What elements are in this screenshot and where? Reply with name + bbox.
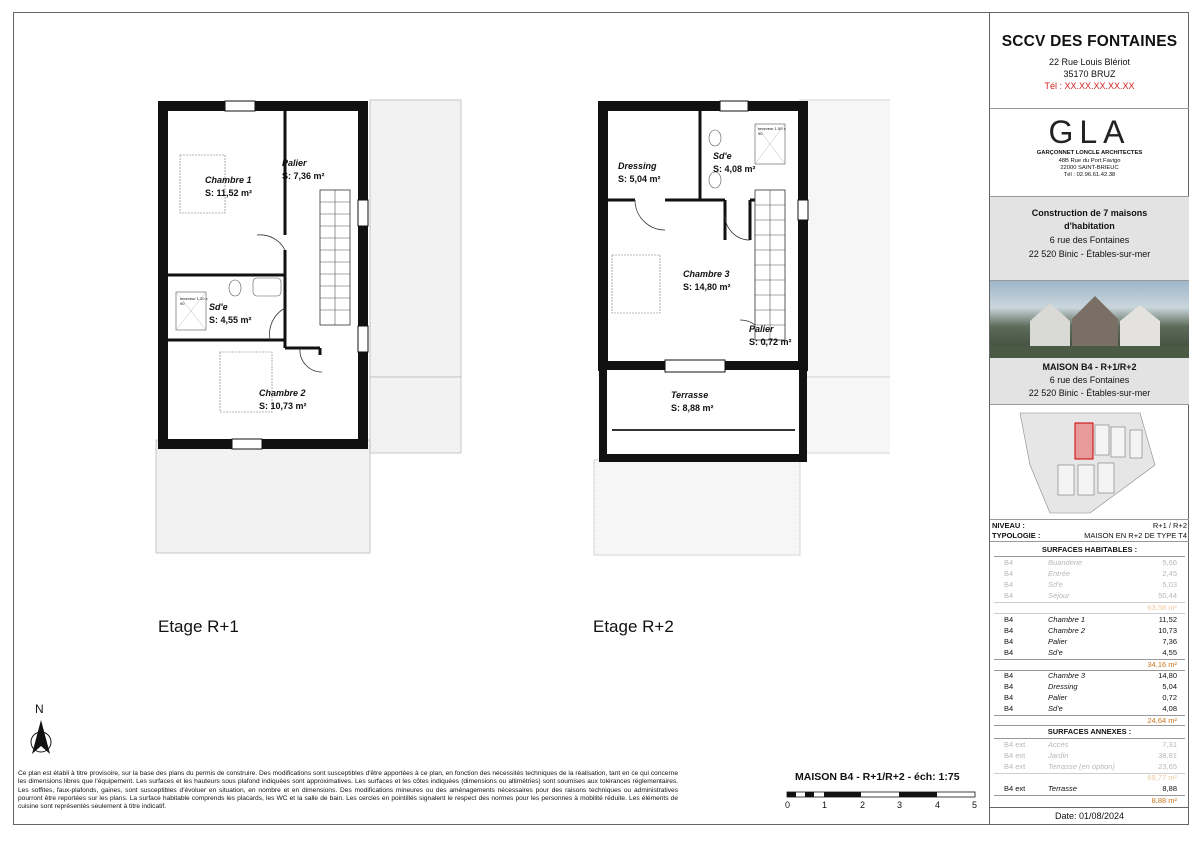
room-chambre1	[205, 174, 252, 200]
window	[358, 200, 368, 226]
plan-label-r2: Etage R+2	[593, 617, 674, 636]
surface-row: B4 Chambre 1 11,52	[1004, 615, 1177, 624]
site-plan-illustration	[990, 405, 1189, 520]
scale-title: MAISON B4 - R+1/R+2 - éch: 1:75	[795, 771, 960, 783]
door-swing	[257, 235, 285, 250]
room-area: S: 0,72 m²	[749, 337, 792, 347]
surfaces-annexes-title: SURFACES ANNEXES :	[1047, 727, 1132, 736]
disclaimer: Ce plan est établi à titre provisoire, sur la base des plans du permis de construire. Des modifications sont susceptibles d'être apportées à ce plan, en fonction des nécessités techniques de la réalisation, tant en ce qui concerne les dimensions libres que l'équipement. Les surfaces et les hauteurs sous plafond indiquées sont approximatives. Les surfaces et les côtes indiquées (dimensions ou altimétries) sont soumises aux tolérances réglementaires. Les soffites, faux-plafonds, gaines, sont susceptibles d'évoluer en situation, en nombre et en dimensions. Des modifications mineures ou des aménagements nécessaires pour des raisons techniques ou administratives pourront être reportées sur les plans. La surface habitable comprends les placards, les WC et la salle de bain. Les cercles en pointillés signalent le respect des normes pour les personnes à mobilité réduite. Les éléments de cuisine sont représentés seulement à titre indicatif.	[18, 770, 678, 811]
room-name: Dressing	[618, 161, 657, 171]
surface-row: B4 Sd'e 5,03	[1004, 580, 1177, 589]
date: Date: 01/08/2024	[990, 807, 1189, 825]
total-annexes-r2: 8,88 m²	[1151, 796, 1177, 805]
room-area: S: 8,88 m²	[671, 403, 714, 413]
company-block	[990, 12, 1189, 109]
toilet	[229, 280, 241, 296]
room-area: S: 14,80 m²	[683, 282, 731, 292]
project-address-1: 6 rue des Fontaines	[1049, 235, 1130, 245]
architect-name: GARÇONNET LONCLE ARCHITECTES	[1036, 150, 1143, 156]
lower-terrace-outline-2	[800, 377, 890, 453]
surface-row: B4 Sd'e 4,08	[1004, 704, 1177, 713]
title-block	[989, 12, 1189, 825]
project-title-1: Construction de 7 maisons	[1031, 208, 1148, 218]
total-rdc: 63,58 m²	[1147, 603, 1177, 612]
info-block	[990, 520, 1189, 542]
room-area: S: 4,08 m²	[713, 164, 756, 174]
room-area: S: 10,73 m²	[259, 401, 307, 411]
lower-terrace-outline	[800, 100, 890, 377]
scale-bar	[785, 788, 980, 800]
project-title-2: d'habitation	[1064, 221, 1115, 231]
company-name: SCCV DES FONTAINES	[1001, 33, 1178, 50]
project-address-2: 22 520 Binic - Étables-sur-mer	[1028, 249, 1151, 259]
house-title: MAISON B4 - R+1/R+2	[1042, 362, 1137, 372]
north-label: N	[35, 702, 44, 716]
plan-label-r1: Etage R+1	[158, 617, 239, 636]
surface-row: B4 Chambre 2 10,73	[1004, 626, 1177, 635]
washbasin	[253, 278, 281, 296]
side-terrace-lower	[370, 377, 461, 453]
room-name: Chambre 1	[205, 175, 252, 185]
room-area: S: 7,36 m²	[282, 171, 325, 181]
window	[358, 326, 368, 352]
annexe-row: B4 ext Terrasse 8,88	[1004, 784, 1177, 793]
architect-block	[990, 109, 1189, 197]
company-address-1: 22 Rue Louis Blériot	[1048, 57, 1131, 67]
window	[720, 101, 748, 111]
window	[225, 101, 255, 111]
window	[798, 200, 808, 220]
annexe-row: B4 ext Terrasse (en option) 23,65	[1004, 762, 1177, 771]
surface-row: B4 Dressing 5,04	[1004, 682, 1177, 691]
typologie-value: MAISON EN R+2 DE TYPE T4	[1084, 531, 1187, 540]
room-name: Sd'e	[713, 151, 732, 161]
surface-row: B4 Séjour 50,44	[1004, 591, 1177, 600]
company-address-2: 35170 BRUZ	[1063, 69, 1116, 79]
shower-label: receveur 1.20 x 90	[180, 296, 208, 306]
typologie-label: TYPOLOGIE :	[992, 531, 1041, 540]
room-sde	[209, 301, 252, 327]
room-name: Sd'e	[209, 302, 228, 312]
architect-logo: GLA	[1048, 114, 1131, 150]
total-r2: 24,64 m²	[1147, 716, 1177, 725]
room-name: Chambre 3	[683, 269, 730, 279]
house-rendering-image	[990, 281, 1189, 358]
shower-label: receveur 1.50 x 90	[758, 126, 786, 136]
room-dressing	[618, 160, 661, 186]
surface-row: B4 Entrée 2,45	[1004, 569, 1177, 578]
scale-tick: 3	[897, 800, 903, 810]
scale-tick: 5	[972, 800, 978, 810]
surface-row: B4 Palier 7,36	[1004, 637, 1177, 646]
room-palier	[282, 157, 325, 183]
niveau-value: R+1 / R+2	[1152, 521, 1187, 530]
window	[232, 439, 262, 449]
room-palier	[749, 323, 792, 349]
scale-tick: 4	[935, 800, 941, 810]
room-name: Palier	[282, 158, 307, 168]
annexe-row: B4 ext Accès 7,31	[1004, 740, 1177, 749]
room-name: Palier	[749, 324, 774, 334]
surface-row: B4 Chambre 3 14,80	[1004, 671, 1177, 680]
surfaces-habitables-title: SURFACES HABITABLES :	[1041, 545, 1138, 554]
divider	[994, 556, 1185, 557]
room-name: Terrasse	[671, 390, 709, 400]
total-r1: 34,16 m²	[1147, 660, 1177, 669]
company-phone: Tél : XX.XX.XX.XX.XX	[1044, 81, 1135, 91]
house-address-1: 6 rue des Fontaines	[1049, 375, 1130, 385]
room-name: Chambre 2	[259, 388, 306, 398]
scale-tick: 1	[822, 800, 828, 810]
room-sde	[713, 150, 756, 176]
total-annexes-faded: 69,77 m²	[1147, 773, 1177, 782]
architect-address-2: 22000 SAINT-BRIEUC	[1060, 165, 1119, 171]
north-arrow	[26, 702, 56, 762]
house-block	[990, 358, 1189, 405]
scale-tick: 2	[860, 800, 866, 810]
house-rendering-illustration	[990, 281, 1189, 358]
room-terrasse	[671, 389, 714, 415]
room-chambre3	[683, 268, 731, 294]
surface-row: B4 Buanderie 5,66	[1004, 558, 1177, 567]
room-area: S: 4,55 m²	[209, 315, 252, 325]
terrace-door	[665, 360, 725, 372]
side-terrace	[370, 100, 461, 377]
niveau-label: NIVEAU :	[992, 521, 1025, 530]
room-area: S: 11,52 m²	[205, 188, 253, 198]
compass-icon	[26, 718, 56, 758]
annexe-row: B4 ext Jardin 38,81	[1004, 751, 1177, 760]
washbasin	[709, 130, 721, 146]
lower-garden-outline	[594, 460, 800, 555]
surface-row: B4 Sd'e 4,55	[1004, 648, 1177, 657]
house-address-2: 22 520 Binic - Étables-sur-mer	[1028, 388, 1151, 398]
surface-row: B4 Palier 0,72	[1004, 693, 1177, 702]
garden	[156, 440, 370, 553]
bed	[612, 255, 660, 313]
room-area: S: 5,04 m²	[618, 174, 661, 184]
room-chambre2	[259, 387, 307, 413]
architect-phone: Tél : 02.96.61.42.38	[1063, 172, 1116, 178]
door-swing	[269, 308, 285, 340]
architect-address-1: 48B Rue du Port Favigo	[1058, 158, 1121, 164]
site-map	[990, 405, 1189, 520]
project-block	[990, 197, 1189, 281]
scale-tick: 0	[785, 800, 791, 810]
